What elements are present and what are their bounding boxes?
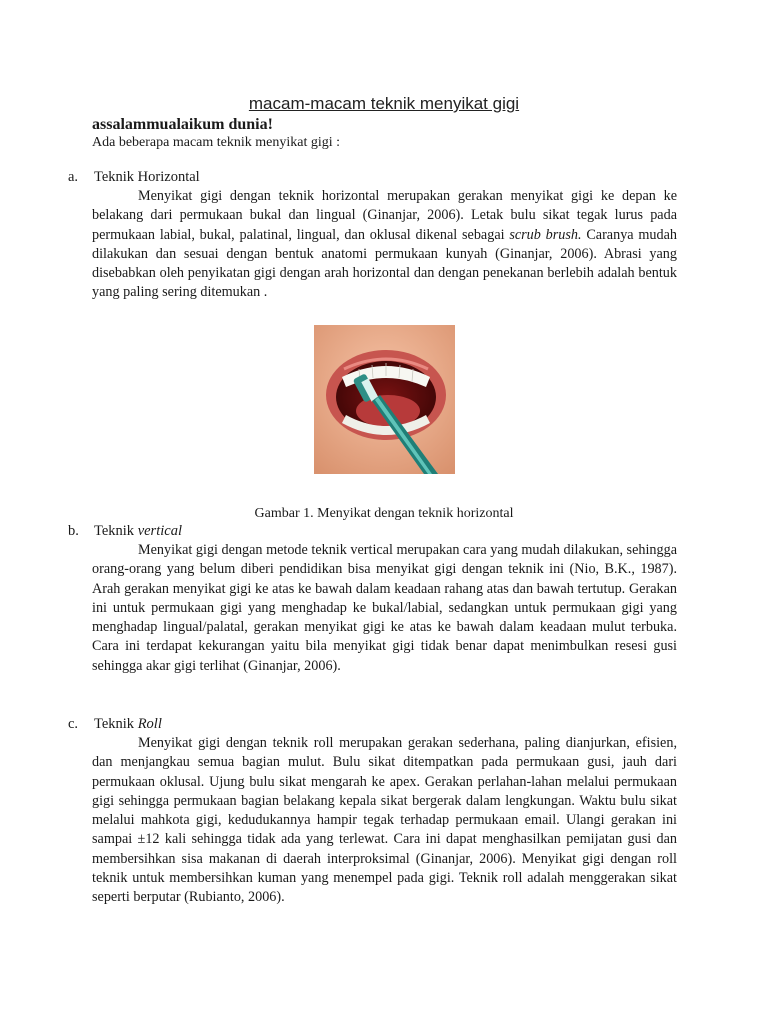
- intro-text: Ada beberapa macam teknik menyikat gigi :: [92, 135, 341, 150]
- section-c-title-italic: Roll: [137, 716, 162, 732]
- section-a-body: Menyikat gigi dengan teknik horizontal merupakan gerakan menyikat gigi ke depan ke belakang dari permukaan bukal dan lingual (Ginanjar, 2006). Letak bulu sikat tegak lurus pada permukaan labial, bukal, palatinal, lingual, dan oklusal dikenal sebagai scrub brush. Caranya mudah dilakukan dan sesuai dengan bentuk anatomi permukaan kunyah (Ginanjar, 2006). Abrasi yang disebabkan oleh penyikatan gigi dengan arah horizontal dan dengan penekanan berlebih adalah bentuk yang paling sering ditemukan .: [92, 188, 677, 301]
- document-title: macam-macam teknik menyikat gigi: [248, 94, 520, 113]
- section-a-title: Teknik Horizontal: [94, 169, 200, 185]
- section-a-marker: a.: [68, 169, 79, 185]
- section-a-heading: [68, 169, 200, 186]
- section-c-body: Menyikat gigi dengan teknik roll merupakan gerakan sederhana, paling dianjurkan, efisien, dan menjangkau semua bagian mulut. Bulu sikat ditempatkan pada permukaan gusi, jauh dari permukaan oklusal. Ujung bulu sikat mengarah ke apex. Gerakan perlahan-lahan melalui permukaan gigi sehingga permukaan bagian belakang kepala sikat bergerak dalam lengkungan. Waktu bulu sikat melalui mahkota gigi, kedudukannya hampir tegak terhadap permukaan email. Ulangi gerakan ini sampai ±12 kali sehingga tidak ada yang terlewat. Cara ini dapat menghasilkan pemijatan gusi dan membersihkan sisa makanan di daerah interproksimal (Ginanjar, 2006). Menyikat gigi dengan roll teknik untuk membersihkan kuman yang menempel pada gigi. Teknik roll adalah menggerakan sikat seperti berputar (Rubianto, 2006).: [92, 735, 677, 906]
- section-c-heading: c. Teknik Roll: [68, 716, 162, 732]
- section-c-marker: c.: [68, 716, 79, 732]
- greeting-heading: assalammualaikum dunia!: [92, 116, 273, 133]
- section-b-title-italic: vertical: [137, 523, 182, 539]
- section-b-marker: b.: [68, 523, 79, 539]
- figure-caption: Gambar 1. Menyikat dengan teknik horizontal: [254, 506, 514, 521]
- mouth-toothbrush-illustration: [314, 325, 455, 474]
- section-b-heading: b. Teknik vertical: [68, 523, 182, 539]
- section-b-body: Menyikat gigi dengan metode teknik vertical merupakan cara yang mudah dilakukan, sehingga orang-orang yang belum diberi pendidikan bisa menyikat gigi dengan teknik ini (Nio, B.K., 1987). Arah gerakan menyikat gigi ke atas ke bawah dalam keadaan rahang atas dan bawah tertutup. Gerakan ini untuk permukaan gigi yang menghadap ke bukal/labial, sedangkan untuk permukaan gigi yang menghadap lingual/palatal, gerakan menyikat gigi ke atas ke bawah dalam keadaan mulut terbuka. Cara ini terdapat kekurangan yaitu bila menyikat gigi tidak benar dapat menimbulkan resesi gusi sehingga akar gigi terlihat (Ginanjar, 2006).: [92, 542, 677, 674]
- toothbrushing-figure: [314, 325, 455, 474]
